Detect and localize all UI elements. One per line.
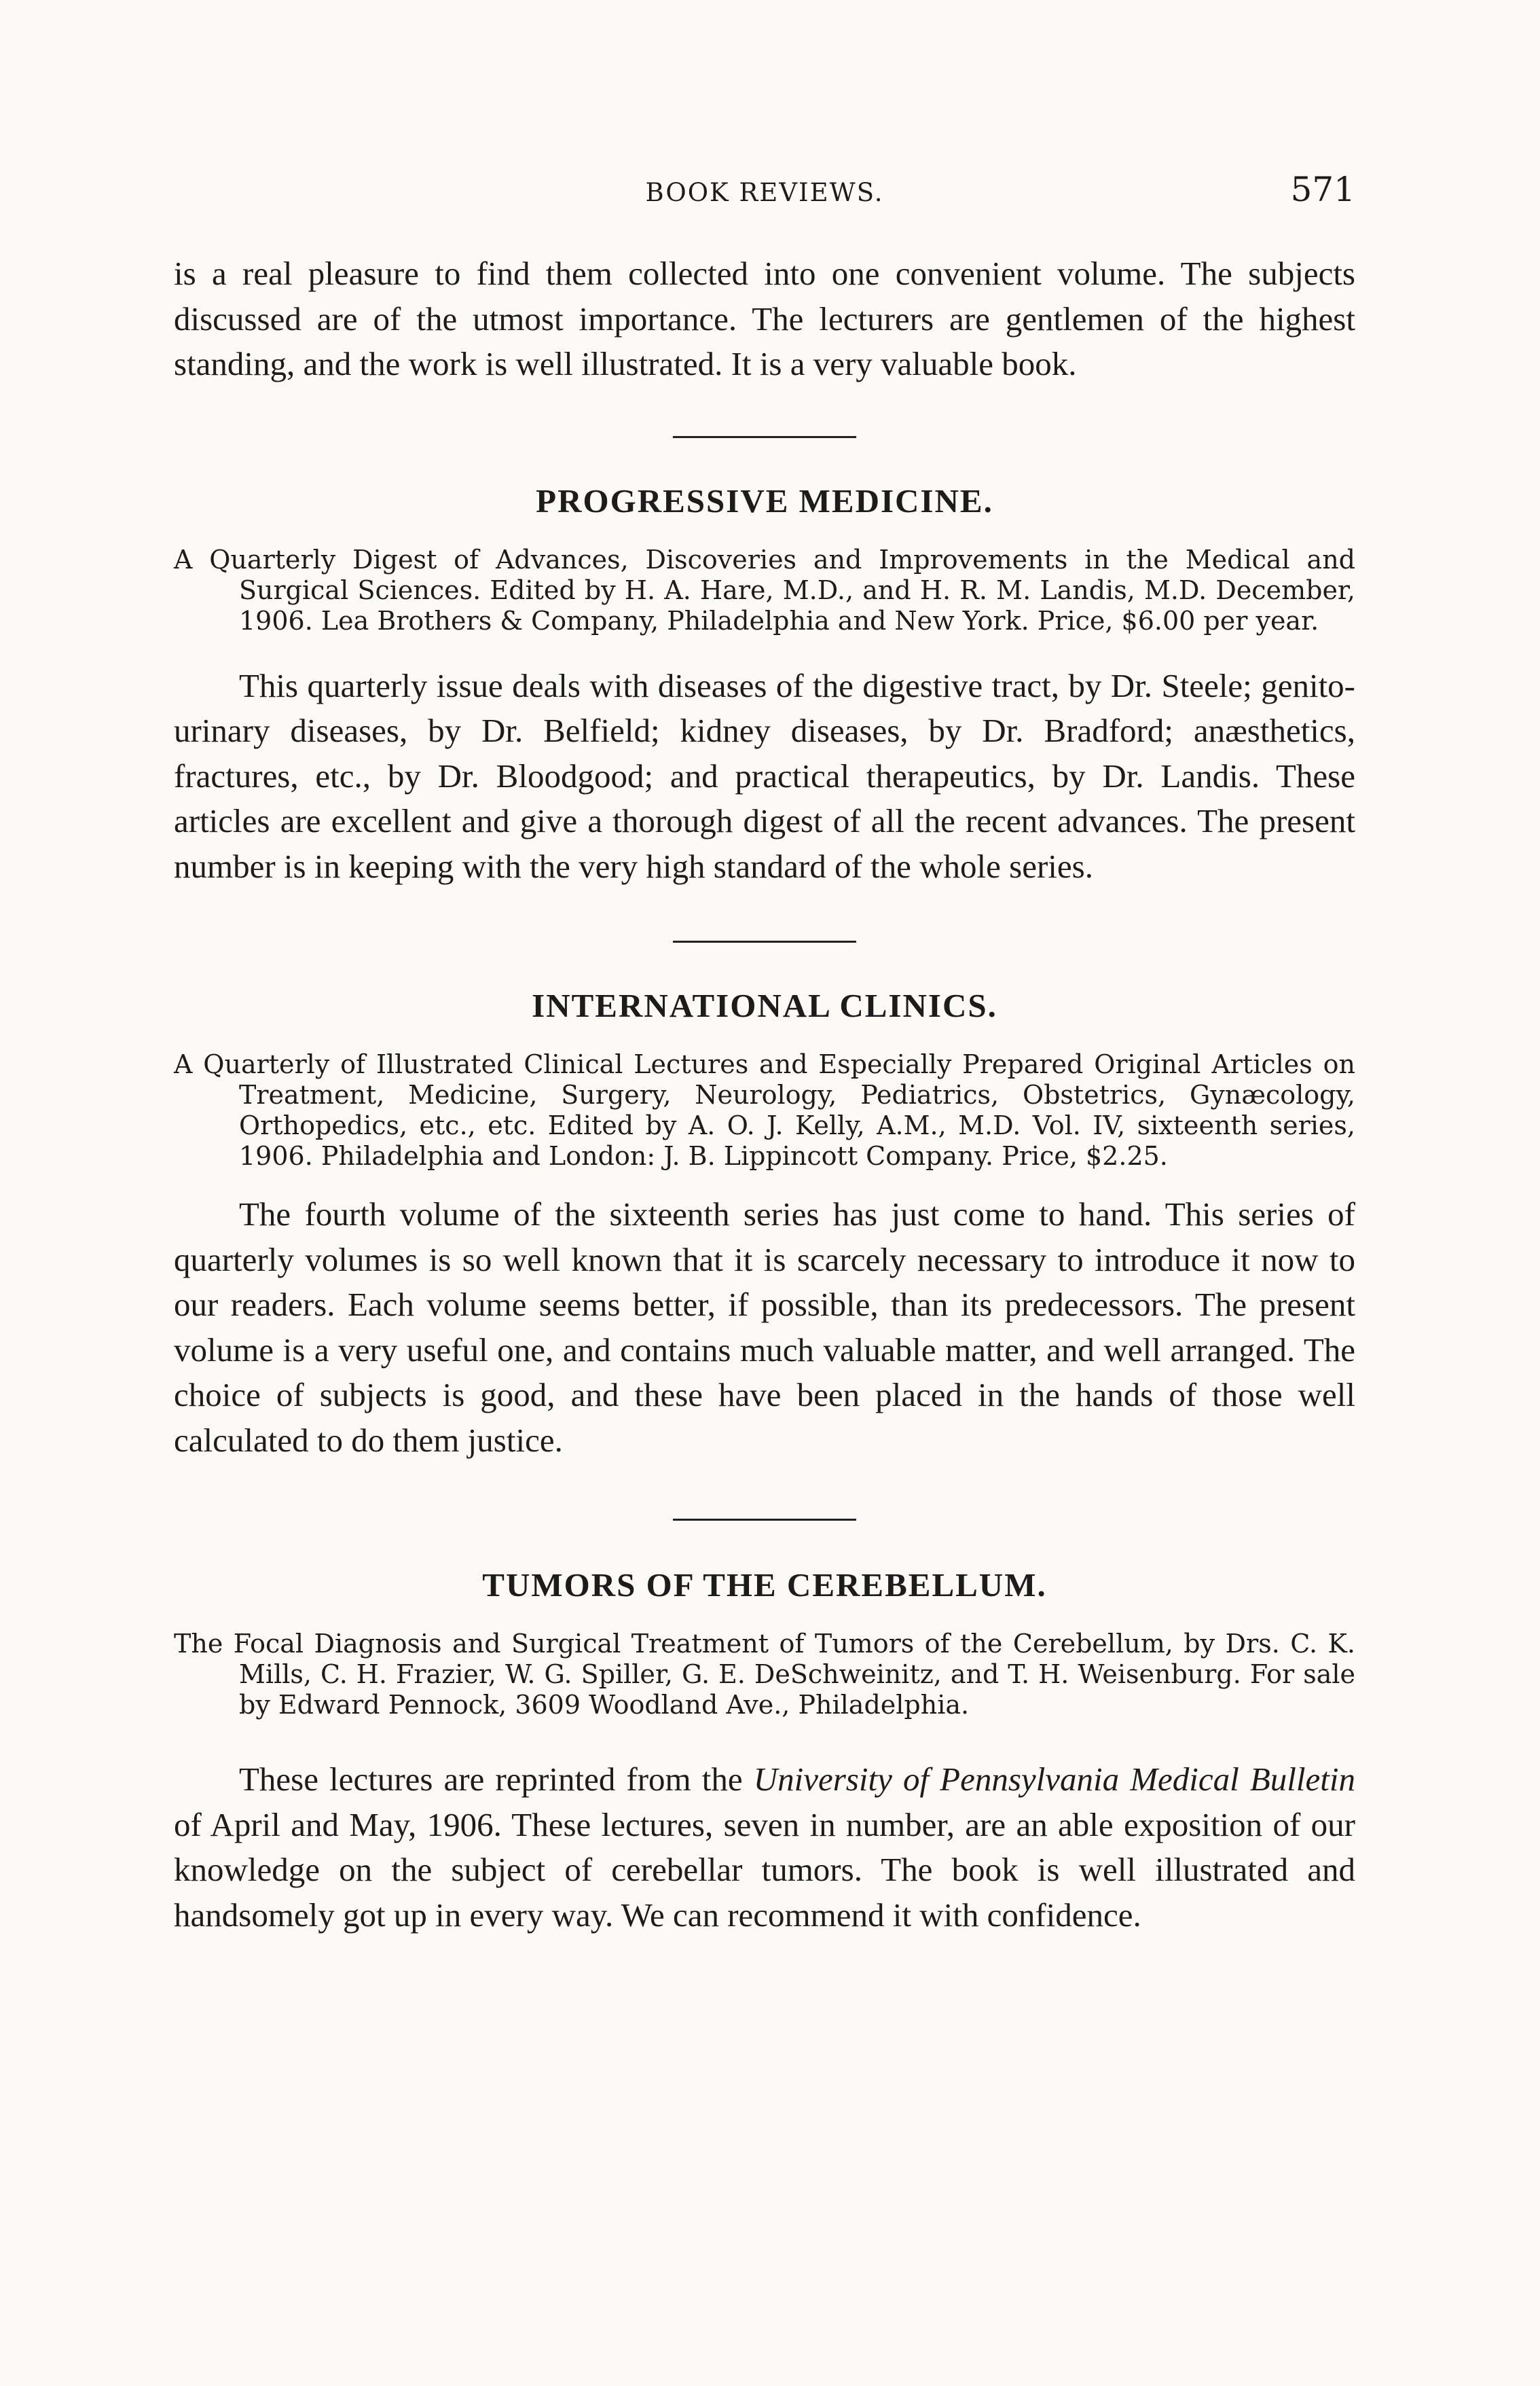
review-paragraph: The fourth volume of the sixteenth series has just come to hand. This series of quarterly volumes is so well known that it is scarcely necessary to introduce it now to our readers. Each volume seems better, if possible, than its predecessors. The present volume is a very useful one, and contains much valuable matter, and well arranged. The choice of subjects is good, and these have been placed in the hands of those well calculated to do them justice. [174, 1195, 1355, 1459]
review-text-end: of April and May, 1906. These lectures, seven in number, are an able exposition of our knowledge on the subject of cerebellar tumors. The book is well illustrated and handsomely got up in every way. We can recommend it with confidence. [174, 1805, 1355, 1934]
bibliographic-entry: A Quarterly of Illustrated Clinical Lectures and Especially Prepared Original Articles on Treatment, Medicine, Surgery, Neurology, Pediatrics, Obstetrics, Gynæcology, Orthopedics, etc., etc. Edited by A. O. J. Kelly, A.M., M.D. Vol. IV, sixteenth series, 1906. Philadelphia and London: J. B. Lippincott Company. Price, $2.25. [174, 1049, 1355, 1171]
running-head [174, 170, 1355, 224]
bibliographic-entry: A Quarterly Digest of Advances, Discoveries and Improvements in the Medical and Surgical Sciences. Edited by H. A. Hare, M.D., and H. R. M. Landis, M.D. December, 1906. Lea Brothers & Company, Philadelphia and New York. Price, $6.00 per year. [174, 544, 1355, 636]
page [174, 170, 1355, 1938]
continuation-paragraph: is a real pleasure to find them collected into one convenient volume. The subjects discussed are of the utmost importance. The lecturers are gentlemen of the highest standing, and the work is well illustrated. It is a very valuable book. [174, 255, 1355, 382]
review-paragraph [174, 1757, 1355, 1938]
section-title-tumors-of-the-cerebellum: TUMORS OF THE CEREBELLUM. [482, 1566, 1047, 1604]
section-title-international-clinics: INTERNATIONAL CLINICS. [532, 987, 997, 1024]
section-title-progressive-medicine: PROGRESSIVE MEDICINE. [536, 482, 993, 520]
journal-title: University of Pennsylvania Medical Bulletin [753, 1760, 1355, 1798]
review-paragraph: This quarterly issue deals with diseases of the digestive tract, by Dr. Steele; genito-urinary diseases, by Dr. Belfield; kidney diseases, by Dr. Bradford; anæsthetics, fractures, etc., by Dr. Bloodgood; and practical therapeutics, by Dr. Landis. These articles are excellent and give a thorough digest of all the recent advances. The present number is in keeping with the very high standard of the whole series. [174, 666, 1355, 885]
running-title: BOOK REVIEWS. [645, 178, 884, 207]
section-divider [673, 436, 856, 438]
section-divider [673, 941, 856, 943]
page-number: 571 [1290, 170, 1355, 209]
section-divider [673, 1519, 856, 1521]
bibliographic-entry: The Focal Diagnosis and Surgical Treatment of Tumors of the Cerebellum, by Drs. C. K. Mills, C. H. Frazier, W. G. Spiller, G. E. DeSchweinitz, and T. H. Weisenburg. For sale by Edward Pennock, 3609 Woodland Ave., Philadelphia. [174, 1629, 1355, 1720]
review-text-start: These lectures are reprinted from the [239, 1760, 754, 1798]
